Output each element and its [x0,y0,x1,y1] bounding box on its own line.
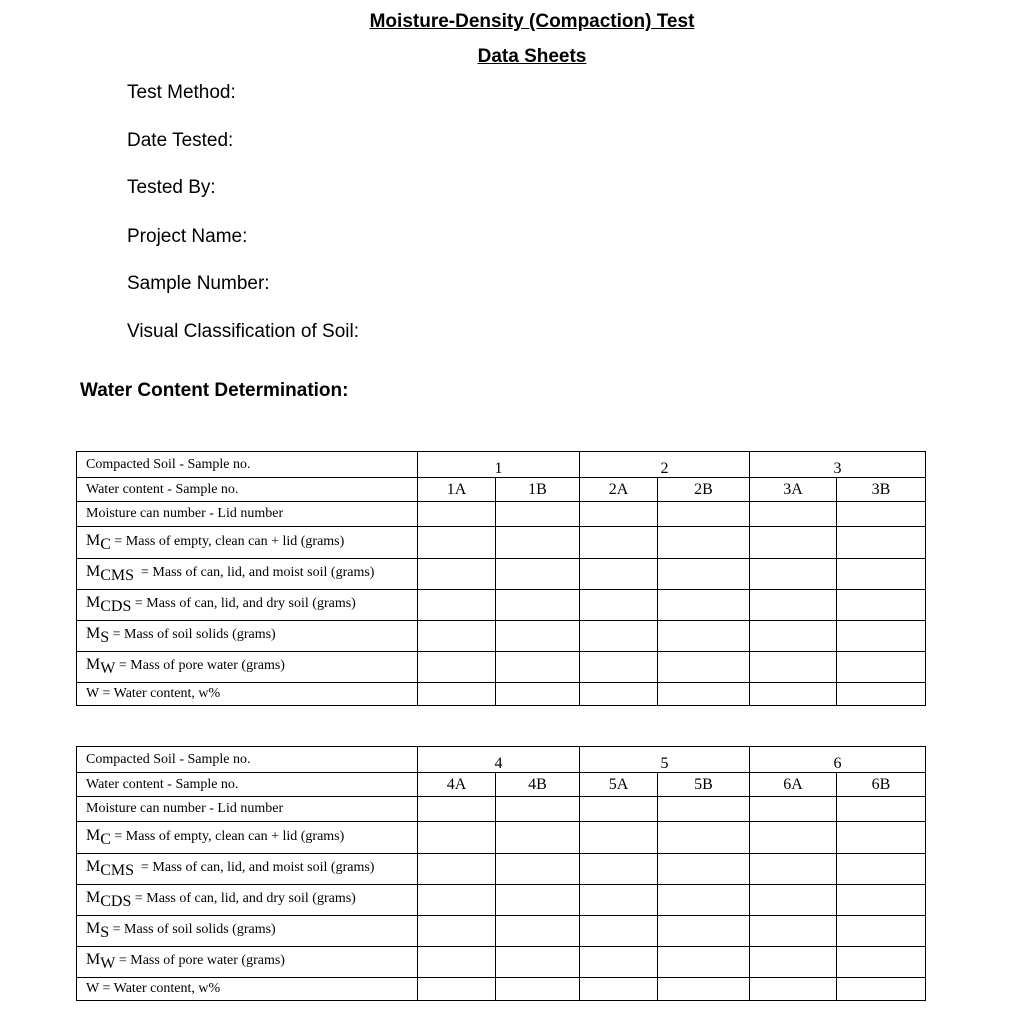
data-cell[interactable] [658,621,750,652]
data-cell[interactable] [750,947,837,978]
data-cell[interactable] [750,621,837,652]
row-label-water-sample: Water content - Sample no. [77,773,418,797]
field-tested-by: Tested By: [127,177,216,198]
data-cell[interactable] [580,621,658,652]
data-cell[interactable] [658,854,750,885]
data-cell[interactable] [750,885,837,916]
data-cell[interactable] [580,854,658,885]
data-cell[interactable] [750,854,837,885]
data-cell[interactable] [658,652,750,683]
data-cell[interactable] [580,885,658,916]
subsample-header: 2B [658,478,750,502]
data-cell[interactable] [837,885,926,916]
data-cell[interactable] [496,559,580,590]
data-cell[interactable] [580,978,658,1001]
data-cell[interactable] [496,502,580,527]
data-cell[interactable] [580,916,658,947]
data-cell[interactable] [837,797,926,822]
data-cell[interactable] [837,978,926,1001]
data-cell[interactable] [418,621,496,652]
table-row [77,822,926,854]
data-cell[interactable] [837,590,926,621]
subsample-header: 4A [418,773,496,797]
data-cell[interactable] [658,590,750,621]
data-cell[interactable] [418,559,496,590]
water-content-table-1 [76,451,926,706]
row-label-mcms: $M_{CMS}$ = Mass of can, lid, and moist soil (grams) [77,559,418,590]
data-cell[interactable] [580,947,658,978]
section-heading: Water Content Determination: [80,380,349,401]
subsample-header: 3B [837,478,926,502]
subsample-header: 2A [580,478,658,502]
table-row [77,478,926,502]
row-label-mc: $M_C$ = Mass of empty, clean can + lid (grams) [77,527,418,559]
row-label-compacted: Compacted Soil - Sample no. [77,452,418,478]
data-cell[interactable] [750,916,837,947]
table-row [77,621,926,652]
table-row [77,854,926,885]
row-label-water-sample: Water content - Sample no. [77,478,418,502]
data-cell[interactable] [580,797,658,822]
data-cell[interactable] [496,947,580,978]
data-cell[interactable] [837,527,926,559]
page-subtitle: Data Sheets [477,46,587,67]
data-cell[interactable] [658,797,750,822]
subsample-header: 5A [580,773,658,797]
table-row [77,683,926,706]
data-cell[interactable] [418,978,496,1001]
data-cell[interactable] [837,947,926,978]
data-cell[interactable] [496,822,580,854]
data-cell[interactable] [418,822,496,854]
data-cell[interactable] [418,947,496,978]
data-cell[interactable] [750,797,837,822]
data-cell[interactable] [496,621,580,652]
water-content-table-2 [76,746,926,1001]
row-label-ms: $M_S$ = Mass of soil solids (grams) [77,621,418,652]
data-cell[interactable] [418,527,496,559]
table-row [77,947,926,978]
data-cell[interactable] [418,885,496,916]
data-cell[interactable] [837,854,926,885]
row-label-mcds: $M_{CDS}$ = Mass of can, lid, and dry soil (grams) [77,885,418,916]
data-cell[interactable] [496,652,580,683]
data-cell[interactable] [750,502,837,527]
data-cell[interactable] [658,559,750,590]
data-cell[interactable] [580,652,658,683]
data-cell[interactable] [750,822,837,854]
sample-header: 6 [750,747,926,773]
row-label-mc: $M_C$ = Mass of empty, clean can + lid (grams) [77,822,418,854]
row-label-can-lid: Moisture can number - Lid number [77,797,418,822]
data-cell[interactable] [658,978,750,1001]
sample-header: 5 [580,747,750,773]
data-cell[interactable] [750,590,837,621]
table-row [77,652,926,683]
data-cell[interactable] [837,652,926,683]
data-cell[interactable] [418,590,496,621]
data-cell[interactable] [418,854,496,885]
field-sample-number: Sample Number: [127,273,270,294]
table-row [77,590,926,621]
subsample-header: 3A [750,478,837,502]
table-row [77,916,926,947]
table-row [77,527,926,559]
subsample-header: 5B [658,773,750,797]
page-title: Moisture-Density (Compaction) Test [369,11,695,32]
row-label-ms: $M_S$ = Mass of soil solids (grams) [77,916,418,947]
data-cell[interactable] [837,683,926,706]
subsample-header: 1B [496,478,580,502]
data-cell[interactable] [496,527,580,559]
sample-header: 2 [580,452,750,478]
subsample-header: 6B [837,773,926,797]
row-label-mcds: $M_{CDS}$ = Mass of can, lid, and dry soil (grams) [77,590,418,621]
data-cell[interactable] [496,885,580,916]
table-row [77,747,926,773]
table-row [77,559,926,590]
sample-header: 1 [418,452,580,478]
subsample-header: 1A [418,478,496,502]
data-cell[interactable] [418,502,496,527]
data-cell[interactable] [837,559,926,590]
table-row [77,502,926,527]
field-project-name: Project Name: [127,226,248,247]
data-cell[interactable] [418,652,496,683]
data-cell[interactable] [658,916,750,947]
data-cell[interactable] [658,683,750,706]
data-cell[interactable] [658,502,750,527]
row-label-compacted: Compacted Soil - Sample no. [77,747,418,773]
field-date-tested: Date Tested: [127,130,234,151]
data-cell[interactable] [837,621,926,652]
data-cell[interactable] [496,797,580,822]
subsample-header: 6A [750,773,837,797]
row-label-mcms: $M_{CMS}$ = Mass of can, lid, and moist soil (grams) [77,854,418,885]
data-cell[interactable] [418,797,496,822]
table-row [77,978,926,1001]
field-visual-classification: Visual Classification of Soil: [127,321,359,342]
data-cell[interactable] [658,947,750,978]
data-cell[interactable] [837,822,926,854]
data-cell[interactable] [496,590,580,621]
data-cell[interactable] [658,527,750,559]
table-row [77,452,926,478]
row-label-can-lid: Moisture can number - Lid number [77,502,418,527]
data-cell[interactable] [418,916,496,947]
data-cell[interactable] [658,822,750,854]
subsample-header: 4B [496,773,580,797]
row-label-mw: $M_W$ = Mass of pore water (grams) [77,652,418,683]
data-cell[interactable] [496,683,580,706]
data-cell[interactable] [837,502,926,527]
row-label-w: W = Water content, w% [77,683,418,706]
data-cell[interactable] [750,527,837,559]
data-cell[interactable] [750,683,837,706]
data-cell[interactable] [580,527,658,559]
data-cell[interactable] [418,683,496,706]
data-cell[interactable] [580,683,658,706]
field-test-method: Test Method: [127,82,236,103]
data-cell[interactable] [580,559,658,590]
data-cell[interactable] [496,978,580,1001]
row-label-w: W = Water content, w% [77,978,418,1001]
table-row [77,885,926,916]
data-cell[interactable] [750,652,837,683]
table-row [77,797,926,822]
row-label-mw: $M_W$ = Mass of pore water (grams) [77,947,418,978]
data-cell[interactable] [496,854,580,885]
data-cell[interactable] [750,978,837,1001]
sample-header: 4 [418,747,580,773]
data-cell[interactable] [658,885,750,916]
data-cell[interactable] [837,916,926,947]
data-cell[interactable] [580,590,658,621]
data-cell[interactable] [580,822,658,854]
data-cell[interactable] [750,559,837,590]
data-cell[interactable] [496,916,580,947]
sample-header: 3 [750,452,926,478]
table-row [77,773,926,797]
data-cell[interactable] [580,502,658,527]
